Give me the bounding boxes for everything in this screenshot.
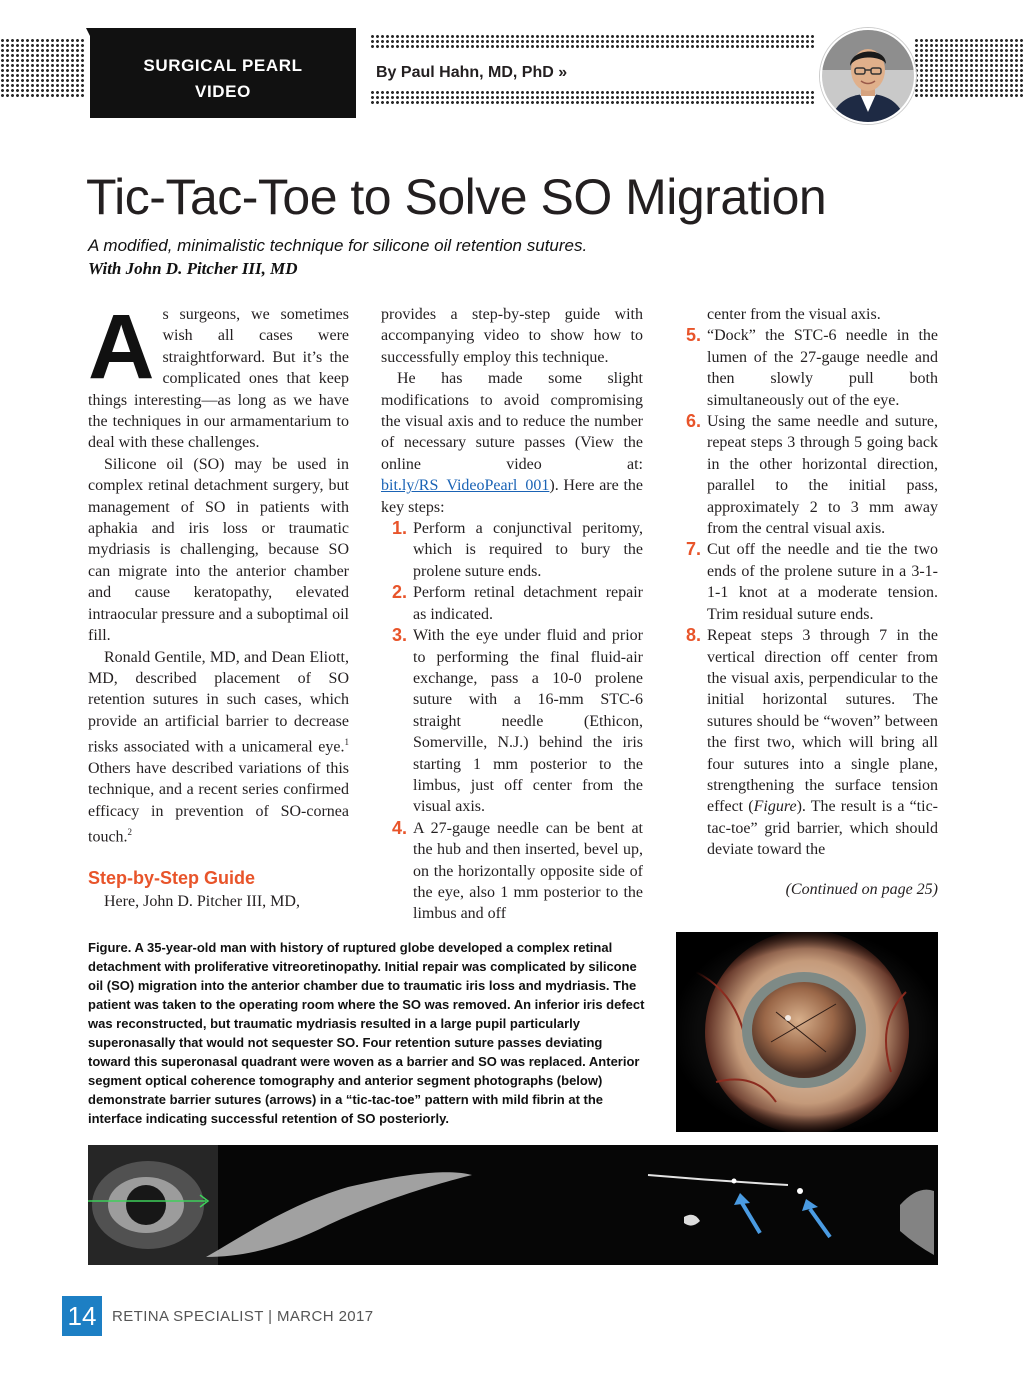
step-number: 7. — [685, 539, 701, 560]
column-3 — [675, 304, 938, 900]
column-1 — [88, 296, 349, 912]
oct-image-strip — [88, 1145, 938, 1265]
page-number: 14 — [62, 1296, 102, 1336]
column-2 — [381, 304, 643, 925]
step-text: Perform retinal detachment repair as indicated. — [413, 584, 643, 623]
byline: By Paul Hahn, MD, PhD » — [376, 64, 568, 81]
intro-text: s surgeons, we sometimes wish all cases were straightforward. But it’s the complicated ones that keep things interesting—as long as we have the techniques in our armamentarium to deal with these challenges. — [88, 306, 349, 452]
step-text: A 27-gauge needle can be bent at the hub and then inserted, bevel up, on the horizontally opposite side of the eye, also 1 mm posterior to the limbus and off — [413, 819, 643, 923]
section-heading: Step-by-Step Guide — [88, 867, 256, 888]
step-number: 1. — [391, 518, 407, 539]
step-number: 6. — [685, 411, 701, 432]
article-subtitle: A modified, minimalistic technique for silicone oil retention sutures. — [88, 236, 588, 255]
paragraph-text: ). Here are the key steps: — [381, 477, 643, 516]
reference-1: 1 — [344, 737, 349, 748]
video-link[interactable]: bit.ly/RS_VideoPearl_001 — [381, 477, 550, 495]
anterior-segment-photo — [676, 932, 938, 1132]
drop-cap: A — [88, 296, 155, 398]
badge-line1: SURGICAL PEARL — [143, 56, 303, 75]
header-dot-pattern-mid-bottom — [370, 90, 816, 106]
step-item — [381, 818, 643, 925]
step-text: Perform a conjunctival peritomy, which is required to bury the prolene suture ends. — [413, 520, 643, 580]
step-item — [381, 582, 643, 625]
intro-paragraph — [88, 296, 349, 454]
step-number: 8. — [685, 625, 701, 646]
paragraph-text: Ronald Gentile, MD, and Dean Eliott, MD, described placement of SO retention sutures in such cases, which provide an artificial barrier to decrease risks associated with a unicameral eye. — [88, 648, 349, 756]
step-item — [675, 539, 938, 625]
article-title: Tic-Tac-Toe to Solve SO Migration — [86, 169, 827, 225]
step-number — [675, 304, 707, 325]
step-text: Cut off the needle and tie the two ends of the prolene suture in a 3-1-1-1 knot at a moderate tension. Trim residual suture ends. — [707, 541, 938, 623]
step-number: 3. — [391, 625, 407, 646]
step-text: “Dock” the STC-6 needle in the lumen of the 27-gauge needle and then slowly pull both simultaneously out of the eye. — [707, 327, 938, 409]
step-item — [381, 518, 643, 582]
paragraph-text: He has made some slight modifications to avoid compromising the visual axis and to reduce the number of necessary suture passes (View the online video at: — [381, 370, 643, 473]
publication-footer: RETINA SPECIALIST | MARCH 2017 — [112, 1308, 374, 1325]
step-text: Using the same needle and suture, repeat steps 3 through 5 going back in the other horizontal direction, parallel to the initial pass, approximately 2 to 3 mm away from the central visual axis. — [707, 413, 938, 538]
step-text: center from the visual axis. — [707, 306, 881, 323]
header-dot-pattern-left — [0, 38, 86, 98]
badge-line2: VIDEO — [195, 82, 251, 101]
step-item-continued — [675, 304, 938, 325]
article-coauthor: With John D. Pitcher III, MD — [88, 259, 298, 278]
step-text: ). The result is a “tic-tac-toe” grid barrier, which should deviate toward the — [707, 798, 938, 859]
step-item — [675, 411, 938, 539]
figure-caption: Figure. A 35-year-old man with history of ruptured globe developed a complex retinal detachment with proliferative vitreoretinopathy. Initial repair was complicated by silicone oil (SO) migration into the anterior chamber due to traumatic iris loss and mydriasis. The patient was taken to the operating room where the SO was removed. An inferior iris defect was reconstructed, but traumatic mydriasis resulted in a large pupil particularly superonasally that would not sequester SO. Four retention suture passes deviating toward this superonasal quadrant were woven as a barrier and SO was replaced. Anterior segment optical coherence tomography and anterior segment photographs (below) demonstrate barrier sutures (arrows) in a “tic-tac-toe” pattern with mild fibrin at the interface indicating successful retention of SO posteriorly. — [88, 940, 645, 1126]
header-dot-pattern-right — [914, 38, 1024, 98]
figure-reference: Figure — [753, 798, 797, 816]
step-item — [381, 625, 643, 818]
paragraph-text: Others have described variations of this technique, and a recent series confirmed efficacy in prevention of SO-cornea touch. — [88, 759, 349, 846]
step-number: 2. — [391, 582, 407, 603]
step-item — [675, 325, 938, 411]
step-text: Repeat steps 3 through 7 in the vertical direction off center from the visual axis, perpendicular to the initial horizontal sutures. The sutures should be “woven” between the first two, which will bring all four sutures into a single plane, strengthening the surface tension effect ( — [707, 627, 938, 816]
author-portrait-image — [822, 30, 914, 122]
eye-photo-image — [676, 932, 938, 1132]
oct-scan-image — [88, 1145, 938, 1265]
reference-2: 2 — [127, 827, 133, 838]
step-text-group — [707, 625, 938, 860]
continued-note: (Continued on page 25) — [785, 880, 938, 898]
section-badge — [90, 28, 356, 118]
paragraph — [381, 368, 643, 518]
author-avatar — [820, 28, 916, 124]
header-dot-pattern-mid-top — [370, 34, 816, 50]
paragraph: Here, John D. Pitcher III, MD, — [104, 892, 300, 910]
paragraph: provides a step-by-step guide with accompanying video to show how to successfully employ this technique. — [381, 306, 643, 366]
step-number: 4. — [391, 817, 407, 838]
step-number: 5. — [685, 325, 701, 346]
step-item — [675, 625, 938, 860]
paragraph: Silicone oil (SO) may be used in complex retinal detachment surgery, but management of SO in patients with aphakia and iris loss or traumatic mydriasis is challenging, because SO can migrate into the anterior chamber and cause keratopathy, elevated intraocular pressure and a suboptimal oil fill. — [88, 455, 349, 645]
badge-text — [90, 53, 356, 105]
paragraph — [88, 647, 349, 848]
step-text: With the eye under fluid and prior to performing the final fluid-air exchange, pass a 10-0 prolene suture with a 16-mm STC-6 straight needle (Ethicon, Somerville, N.J.) behind the iris starting 1 mm posterior to the limbus, just off center from the visual axis. — [413, 627, 643, 816]
